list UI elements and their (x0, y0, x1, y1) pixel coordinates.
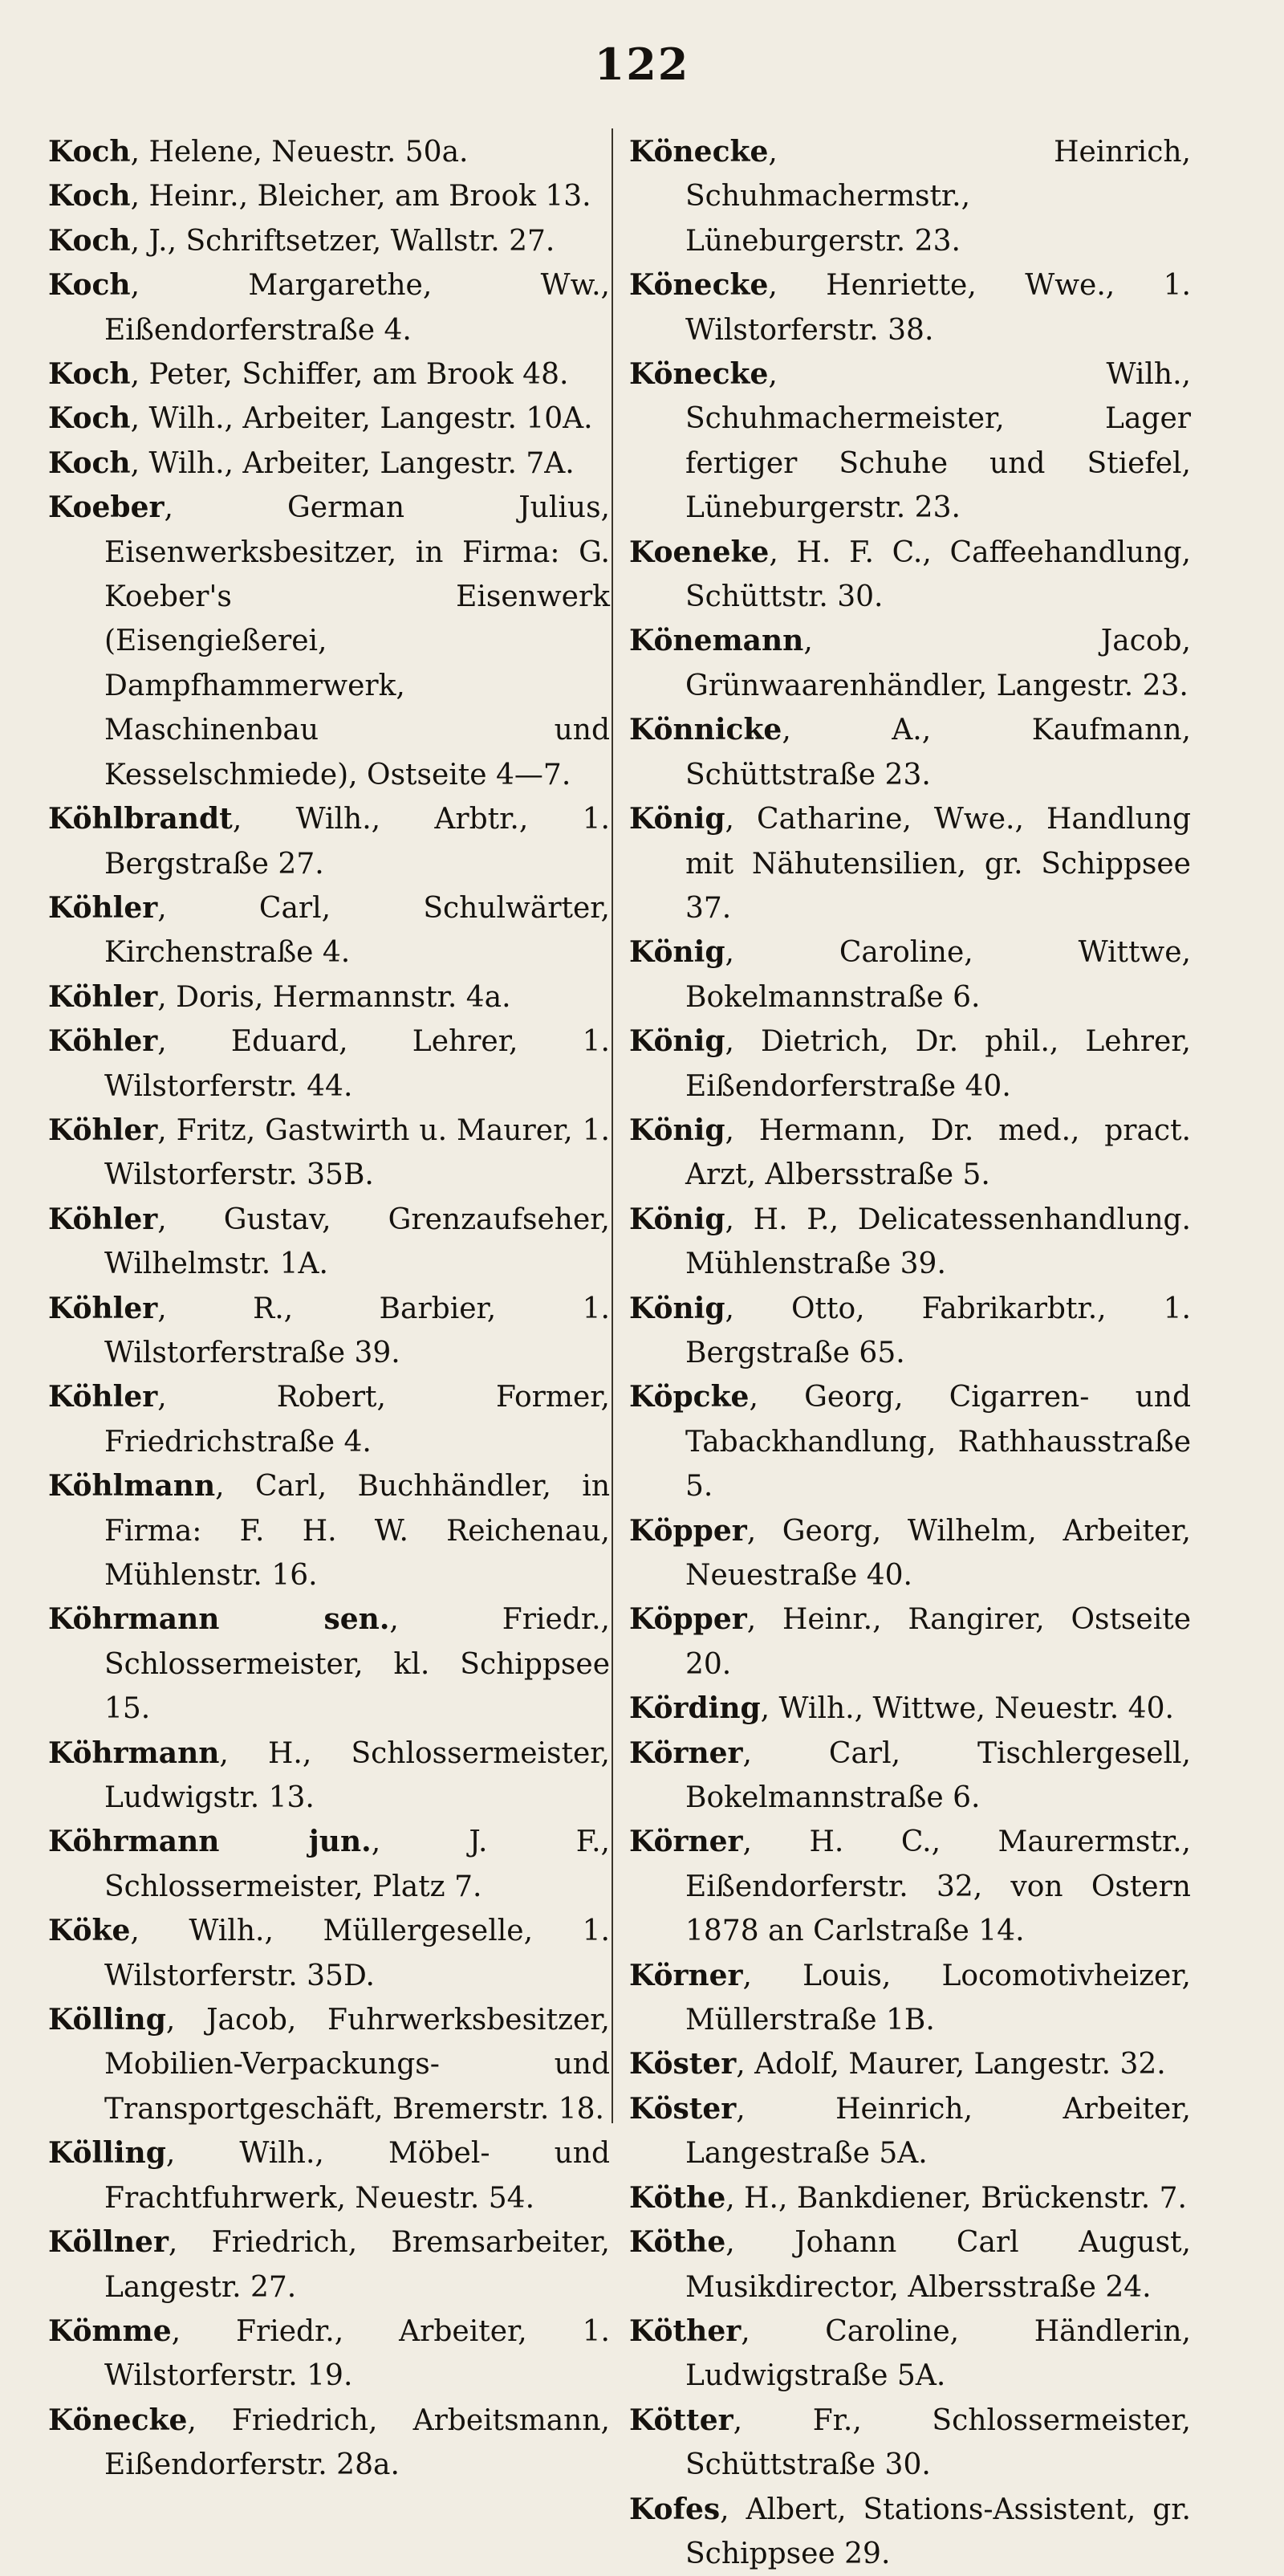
entry-details: , Johann Carl August, Musikdirector, Albersstraße 24. (685, 2226, 1191, 2304)
entry-surname: Koch (48, 446, 131, 480)
directory-entry (629, 619, 1191, 708)
directory-entry (629, 1954, 1191, 2043)
entry-surname: Köster (629, 2047, 737, 2082)
entry-details: , H., Bankdiener, Brückenstr. 7. (725, 2181, 1187, 2215)
entry-surname: Koch (48, 179, 131, 214)
directory-entry (48, 1019, 610, 1109)
entry-details: , Robert, Former, Friedrichstraße 4. (104, 1381, 610, 1459)
entry-surname: König (629, 1024, 725, 1059)
entry-surname: Köke (48, 1914, 131, 1948)
entry-surname: Kofes (629, 2492, 721, 2526)
directory-entry (629, 797, 1191, 930)
entry-details: , Heinrich, Schuhmachermstr., Lüneburgerstr. 23. (685, 136, 1191, 258)
entry-surname: Köster (629, 2091, 737, 2126)
entry-surname: Könecke (48, 2403, 188, 2437)
entry-details: , Carl, Schulwärter, Kirchenstraße 4. (104, 891, 610, 970)
directory-entry (629, 263, 1191, 352)
entry-surname: Köhrmann (48, 1736, 220, 1770)
entry-details: , Jacob, Fuhrwerksbesitzer, Mobilien-Verpackungs- und Transportgeschäft, Bremerstr. 18. (104, 2004, 610, 2126)
entry-surname: König (629, 935, 725, 970)
entry-surname: Koch (48, 223, 131, 258)
entry-surname: Koch (48, 135, 131, 169)
entry-surname: Köthe (629, 2180, 726, 2215)
entry-surname: König (629, 802, 725, 836)
entry-details: , Wilh., Möbel- und Frachtfuhrwerk, Neuestr. 54. (104, 2137, 610, 2215)
directory-entry (48, 1909, 610, 1998)
entry-surname: Köhler (48, 1291, 158, 1325)
entry-details: , Wilh., Müllergeselle, 1. Wilstorferstr. 35D. (104, 1915, 610, 1992)
directory-entry (629, 1509, 1191, 1598)
entry-surname: Könemann (629, 624, 804, 658)
entry-surname: Körner (629, 1958, 743, 1992)
entry-surname: Köhler (48, 890, 158, 925)
entry-details: , Albert, Stations-Assistent, gr. Schippsee 29. (685, 2493, 1191, 2570)
directory-entry (48, 352, 610, 397)
directory-entry (48, 130, 610, 174)
directory-entry (629, 2042, 1191, 2086)
entry-details: , Eduard, Lehrer, 1. Wilstorferstr. 44. (104, 1025, 610, 1103)
entry-details: , Heinr., Bleicher, am Brook 13. (130, 180, 591, 214)
directory-entry (48, 1375, 610, 1464)
entry-surname: Koeber (48, 490, 165, 525)
entry-details: , German Julius, Eisenwerksbesitzer, in Firma: G. Koeber's Eisenwerk (Eisengießerei, Dampfhammerwerk, Maschinenbau und Kesselschmiede), Ostseite 4—7. (104, 491, 610, 792)
directory-entry (48, 219, 610, 263)
entry-surname: Köhler (48, 979, 158, 1014)
entry-details: , Doris, Hermannstr. 4a. (157, 980, 511, 1014)
entry-surname: Könecke (629, 135, 769, 169)
entry-details: , Fritz, Gastwirth u. Maurer, 1. Wilstorferstr. 35B. (104, 1113, 610, 1192)
entry-details: , Adolf, Maurer, Langestr. 32. (736, 2048, 1166, 2082)
entry-surname: Könecke (629, 268, 769, 303)
directory-entry (629, 130, 1191, 263)
directory-entry (48, 486, 610, 797)
directory-entry (629, 708, 1191, 797)
entry-details: , A., Kaufmann, Schüttstraße 23. (685, 714, 1191, 792)
entry-surname: Koch (48, 401, 131, 436)
entry-surname: Köther (629, 2314, 742, 2348)
entry-details: , Wilh., Arbtr., 1. Bergstraße 27. (104, 803, 610, 881)
entry-surname: Kötter (629, 2403, 733, 2437)
entry-details: , Carl, Tischlergesell, Bokelmannstraße 6. (685, 1736, 1191, 1815)
directory-entry (629, 2176, 1191, 2220)
directory-entry (48, 1287, 610, 1376)
directory-entry (48, 1732, 610, 1821)
entry-surname: Köpcke (629, 1380, 750, 1414)
entry-surname: Köllner (48, 2225, 169, 2260)
entry-surname: Köpper (629, 1513, 747, 1548)
entry-details: , Helene, Neuestr. 50a. (130, 136, 469, 169)
entry-details: , Carl, Buchhändler, in Firma: F. H. W. Reichenau, Mühlenstr. 16. (104, 1470, 610, 1592)
directory-entry (48, 174, 610, 218)
directory-entry (629, 531, 1191, 620)
entry-details: , Catharine, Wwe., Handlung mit Nähutensilien, gr. Schippsee 37. (685, 803, 1191, 925)
entry-surname: Köhlbrandt (48, 802, 233, 836)
entry-details: , Wilh., Arbeiter, Langestr. 10A. (130, 402, 593, 436)
directory-entry (48, 1998, 610, 2131)
entry-surname: Köthe (629, 2225, 726, 2260)
entry-surname: Köhrmann sen. (48, 1602, 390, 1637)
directory-entry (48, 397, 610, 441)
directory-entry (629, 1198, 1191, 1287)
directory-entry (629, 352, 1191, 531)
column-divider (612, 128, 613, 2123)
directory-entry (629, 2488, 1191, 2576)
directory-entry (629, 2087, 1191, 2176)
entry-details: , Gustav, Grenzaufseher, Wilhelmstr. 1A. (104, 1203, 610, 1281)
entry-surname: Koeneke (629, 535, 770, 569)
entry-details: , Wilh., Schuhmachermeister, Lager fertiger Schuhe und Stiefel, Lüneburgerstr. 23. (685, 358, 1191, 525)
entry-details: , Caroline, Händlerin, Ludwigstraße 5A. (685, 2314, 1191, 2393)
entry-surname: Koch (48, 268, 131, 303)
directory-entry (48, 2220, 610, 2309)
directory-entry (629, 1597, 1191, 1687)
directory-entry (48, 797, 610, 886)
entry-surname: Kölling (48, 2136, 166, 2171)
directory-entry (48, 975, 610, 1019)
entry-surname: Könecke (629, 357, 769, 392)
entry-details: , Friedr., Schlossermeister, kl. Schippsee 15. (104, 1603, 610, 1726)
entry-details: , Georg, Cigarren- und Tabackhandlung, Rathhausstraße 5. (685, 1381, 1191, 1504)
entry-details: , Caroline, Wittwe, Bokelmannstraße 6. (685, 936, 1191, 1014)
entry-surname: Köhler (48, 1202, 158, 1236)
entry-surname: Köhler (48, 1380, 158, 1414)
entry-details: , H., Schlossermeister, Ludwigstr. 13. (104, 1736, 610, 1815)
entry-surname: Köhlmann (48, 1469, 216, 1504)
entry-details: , Hermann, Dr. med., pract. Arzt, Albersstraße 5. (685, 1113, 1191, 1192)
directory-entry (629, 2399, 1191, 2488)
directory-entry (48, 886, 610, 975)
entry-surname: Kömme (48, 2314, 172, 2348)
directory-entry (48, 2131, 610, 2220)
directory-entry (629, 1687, 1191, 1731)
entry-surname: Körner (629, 1825, 743, 1859)
entry-details: , Wilh., Arbeiter, Langestr. 7A. (130, 446, 575, 480)
entry-surname: Köpper (629, 1602, 747, 1637)
directory-entry (48, 1198, 610, 1287)
right-column (629, 130, 1191, 2576)
entry-details: , H. P., Delicatessenhandlung. Mühlenstraße 39. (685, 1203, 1191, 1281)
directory-entry (629, 1019, 1191, 1109)
directory-entry (48, 442, 610, 486)
directory-entry (48, 1597, 610, 1731)
entry-surname: Koch (48, 357, 131, 392)
entry-surname: König (629, 1113, 725, 1147)
entry-surname: Köhler (48, 1113, 158, 1147)
entry-details: , Heinr., Rangirer, Ostseite 20. (685, 1603, 1191, 1681)
entry-surname: Körner (629, 1736, 743, 1770)
directory-entry (629, 1732, 1191, 1821)
directory-entry (48, 2399, 610, 2488)
entry-surname: König (629, 1291, 725, 1325)
entry-details: , Henriette, Wwe., 1. Wilstorferstr. 38. (685, 269, 1191, 347)
entry-details: , Friedr., Arbeiter, 1. Wilstorferstr. 19. (104, 2314, 610, 2393)
directory-entry (48, 1109, 610, 1198)
directory-entry (629, 1109, 1191, 1198)
entry-surname: König (629, 1202, 725, 1236)
directory-entry (629, 1820, 1191, 1953)
entry-details: , H. F. C., Caffeehandlung, Schüttstr. 30. (685, 535, 1191, 614)
entry-details: , J., Schriftsetzer, Wallstr. 27. (130, 224, 555, 258)
entry-details: , Jacob, Grünwaarenhändler, Langestr. 23. (685, 625, 1191, 702)
entry-details: , Friedrich, Bremsarbeiter, Langestr. 27. (104, 2226, 610, 2304)
entry-details: , Georg, Wilhelm, Arbeiter, Neuestraße 40. (685, 1514, 1191, 1592)
page-number: 122 (594, 39, 690, 90)
entry-surname: Kölling (48, 2003, 166, 2037)
entry-details: , H. C., Maurermstr., Eißendorferstr. 32, von Ostern 1878 an Carlstraße 14. (685, 1825, 1191, 1948)
directory-entry (629, 2309, 1191, 2399)
entry-details: , Peter, Schiffer, am Brook 48. (130, 358, 569, 392)
entry-details: , Louis, Locomotivheizer, Müllerstraße 1B. (685, 1959, 1191, 2037)
entry-surname: Könnicke (629, 713, 782, 747)
directory-entry (629, 930, 1191, 1019)
entry-details: , J. F., Schlossermeister, Platz 7. (104, 1825, 611, 1903)
left-column (48, 130, 610, 2488)
entry-details: , Heinrich, Arbeiter, Langestraße 5A. (685, 2092, 1191, 2171)
entry-details: , Friedrich, Arbeitsmann, Eißendorferstr. 28a. (104, 2403, 610, 2482)
entry-details: , Dietrich, Dr. phil., Lehrer, Eißendorferstraße 40. (685, 1025, 1191, 1103)
directory-entry (48, 1820, 610, 1909)
entry-details: , Wilh., Wittwe, Neuestr. 40. (760, 1692, 1174, 1726)
entry-surname: Köhler (48, 1024, 158, 1059)
entry-details: , Otto, Fabrikarbtr., 1. Bergstraße 65. (685, 1292, 1191, 1369)
directory-entry (48, 2309, 610, 2399)
entry-surname: Köhrmann jun. (48, 1825, 372, 1859)
entry-details: , Margarethe, Ww., Eißendorferstraße 4. (104, 269, 610, 347)
directory-entry (629, 2220, 1191, 2309)
entry-details: , R., Barbier, 1. Wilstorferstraße 39. (104, 1292, 610, 1369)
entry-surname: Körding (629, 1691, 761, 1726)
directory-entry (48, 263, 610, 352)
directory-entry (48, 1464, 610, 1597)
directory-entry (629, 1375, 1191, 1508)
directory-entry (629, 1287, 1191, 1376)
entry-details: , Fr., Schlossermeister, Schüttstraße 30. (685, 2403, 1191, 2482)
